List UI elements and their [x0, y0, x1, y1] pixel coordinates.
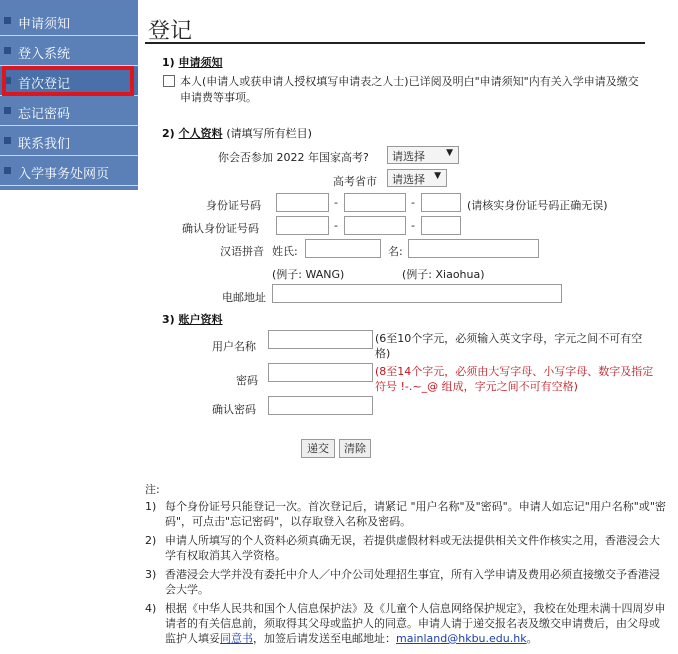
- password-label: 密码: [236, 374, 258, 387]
- bullet-icon: [4, 137, 11, 144]
- consent-form-link[interactable]: 同意书: [220, 632, 253, 645]
- username-note-line2: 格): [375, 347, 391, 360]
- province-select[interactable]: 请选择 ▼: [387, 169, 447, 187]
- surname-label: 姓氏:: [272, 245, 298, 258]
- bullet-icon: [4, 107, 11, 114]
- red-highlight-box: [2, 66, 134, 96]
- agree-checkbox[interactable]: [163, 75, 175, 87]
- submit-button[interactable]: 递交: [301, 439, 335, 458]
- chevron-down-icon: ▼: [446, 148, 453, 158]
- password-note-line2: 符号 !-.~_@ 组成，字元之间不可有空格): [375, 380, 578, 393]
- dash: -: [411, 196, 415, 209]
- id-number-label: 身份证号码: [206, 199, 261, 212]
- id-note: (请核实身份证号码正确无误): [467, 199, 608, 212]
- surname-example: (例子: WANG): [272, 268, 345, 281]
- id-part3-input[interactable]: [421, 193, 461, 212]
- confirm-password-input[interactable]: [268, 396, 373, 415]
- gaokao-question-label: 你会否参加 2022 年国家高考?: [218, 151, 369, 164]
- bullet-icon: [4, 17, 11, 24]
- dash: -: [334, 219, 338, 232]
- username-note-line1: (6至10个字元，必须输入英文字母，字元之间不可有空: [375, 332, 643, 345]
- bullet-icon: [4, 47, 11, 54]
- password-note-line1: (8至14个字元，必须由大写字母、小写字母、数字及指定: [375, 365, 654, 378]
- username-label: 用户名称: [212, 340, 256, 353]
- sidebar-item-contact-us[interactable]: 联系我们: [0, 127, 138, 156]
- sidebar-item-admissions-office[interactable]: 入学事务处网页: [0, 157, 138, 186]
- bullet-icon: [4, 167, 11, 174]
- agree-text-line1: 本人(申请人或获申请人授权填写申请表之人士)已详阅及明白"申请须知"内有关入学申请及缴交: [180, 75, 639, 88]
- id-confirm-part1-input[interactable]: [276, 216, 329, 235]
- section-heading-personal: 2) 个人资料 (请填写所有栏目): [162, 127, 312, 140]
- given-name-input[interactable]: [408, 239, 539, 258]
- section-heading-account: 3) 账户资料: [162, 313, 223, 326]
- main-content: 登记 1) 申请须知 本人(申请人或获申请人授权填写申请表之人士)已详阅及明白"申请须知"内有关入学申请及缴交 申请费等事项。 2) 个人资料 (请填写所有栏目) 你会否参加 2022 年国家高考? 请选择 ▼ 高考省市 请选择 ▼ 身份证号码 - - (请核实身份证号码正确无误) 确认身份证号码 - - 汉语拼音 姓氏: 名: (例子: WANG) (例子: Xiaohua) 电邮地址 3) 账户资料 用户名称 (6至10个字元，必须输入英文字母，字元之间不可有空 格) 密码 (8至14个字元，必须由大写字母、小写字母、数字及指定 符号 !-.~_@ 组成，字元之间不可有空格) 确认密码 递交 清除 注: 1) 每个身份证号只能登记一次。首次登记后，请紧记 "用户名称"及"密码"。申请人如忘记"用户名称"或"密码"，可点击"忘记密码"，以存取登入名称及密码。 2) 申请人所填写的个人资料必须真确无误，若提供虚假材料或无法提供相关文件作核实之用，香港浸会大学有权取消其入学资格。 3) 香港浸会大学并没有委托中介人／中介公司处理招生事宜，所有入学申请及费用必须直接缴交予香港浸会大学。 4) 根据《中华人民共和国个人信息保护法》及《儿童个人信息网络保护规定》，我校在处理未满十四周岁申请者的有关信息前，须取得其父母或监护人的同意。申请人请于递交报名表及缴交申请费后，由父母或监护人填妥同意书，加签后请发送至电邮地址：mainland@hkbu.edu.hk。: [140, 0, 678, 654]
- gaokao-select[interactable]: 请选择 ▼: [387, 146, 459, 164]
- dash: -: [411, 219, 415, 232]
- agree-text-line2: 申请费等事项。: [180, 91, 257, 104]
- surname-input[interactable]: [305, 239, 381, 258]
- pinyin-label: 汉语拼音: [220, 245, 264, 258]
- sidebar-item-first-registration[interactable]: 首次登记: [0, 67, 138, 96]
- email-link[interactable]: mainland@hkbu.edu.hk: [396, 632, 527, 645]
- id-part1-input[interactable]: [276, 193, 329, 212]
- section-heading-notes: 1) 申请须知: [162, 56, 223, 69]
- sidebar-item-forgot-password[interactable]: 忘记密码: [0, 97, 138, 126]
- confirm-password-label: 确认密码: [212, 403, 256, 416]
- province-label: 高考省市: [333, 175, 377, 188]
- given-name-label: 名:: [388, 245, 403, 258]
- clear-button[interactable]: 清除: [339, 439, 371, 458]
- given-name-example: (例子: Xiaohua): [402, 268, 485, 281]
- title-divider: [145, 42, 645, 44]
- dash: -: [334, 196, 338, 209]
- id-confirm-label: 确认身份证号码: [182, 222, 259, 235]
- id-confirm-part2-input[interactable]: [344, 216, 406, 235]
- password-input[interactable]: [268, 363, 373, 382]
- id-confirm-part3-input[interactable]: [421, 216, 461, 235]
- page-title: 登记: [148, 19, 193, 44]
- sidebar-item-login[interactable]: 登入系统: [0, 37, 138, 66]
- notes-heading: 注:: [145, 483, 160, 496]
- chevron-down-icon: ▼: [434, 171, 441, 181]
- id-part2-input[interactable]: [344, 193, 406, 212]
- email-label: 电邮地址: [222, 291, 266, 304]
- sidebar-item-application-notes[interactable]: 申请须知: [0, 7, 138, 36]
- username-input[interactable]: [268, 330, 373, 349]
- sidebar: [0, 0, 138, 190]
- email-input[interactable]: [272, 284, 562, 303]
